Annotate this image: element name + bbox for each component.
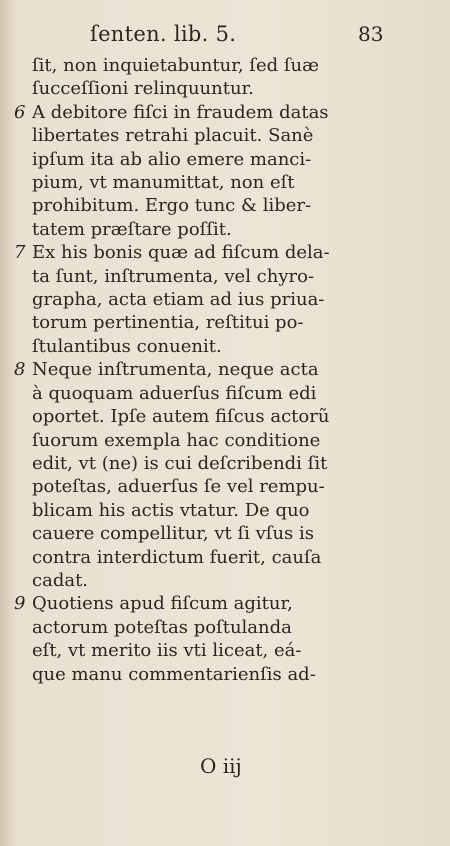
text-line: que manu commentarienſis ad- <box>32 663 316 685</box>
paragraph-number: 9 <box>14 593 26 615</box>
text-line: poteſtas, aduerſus ſe vel rempu- <box>32 476 325 498</box>
text-line: tatem præſtare poſſit. <box>32 218 232 240</box>
signature-mark: O iij <box>200 754 242 778</box>
text-line: libertates retrahi placuit. Sanè <box>32 125 314 147</box>
text-line: ipſum ita ab alio emere manci- <box>32 148 312 170</box>
paragraph-6 <box>14 101 344 241</box>
text-line: A debitore fiſci in fraudem datas <box>32 101 329 123</box>
text-line: grapha, acta etiam ad ius priua- <box>32 289 325 311</box>
text-line: pium, vt manumittat, non eſt <box>32 172 295 194</box>
running-header <box>0 22 450 54</box>
text-line: prohibitum. Ergo tunc & liber- <box>32 195 312 217</box>
paragraph-number: 7 <box>14 242 26 264</box>
paragraph-9 <box>14 592 344 686</box>
text-line: actorum poteſtas poſtulanda <box>32 616 292 638</box>
paragraph-8 <box>14 358 344 592</box>
text-line: à quoquam aduerſus fiſcum edi <box>32 382 317 404</box>
text-line: contra interdictum fuerit, cauſa <box>32 546 322 568</box>
text-body <box>14 54 344 686</box>
text-line: ſucceſſioni relinquuntur. <box>32 78 254 100</box>
paragraph-number: 6 <box>14 101 26 123</box>
text-line: cadat. <box>32 569 89 591</box>
text-line: ſit, non inquietabuntur, ſed ſuæ <box>32 55 320 76</box>
text-line: ta ſunt, inſtrumenta, vel chyro- <box>32 265 315 287</box>
text-line: torum pertinentia, reſtitui po- <box>32 312 304 334</box>
text-line: ſtulantibus conuenit. <box>32 335 222 357</box>
text-line: cauere compellitur, vt ſi vſus is <box>32 523 315 545</box>
text-line: Ex his bonis quæ ad fiſcum dela- <box>32 242 330 264</box>
page-number: 83 <box>358 22 384 46</box>
text-line: eſt, vt merito iis vti liceat, eá- <box>32 640 302 662</box>
text-line: blicam his actis vtatur. De quo <box>32 499 310 521</box>
text-line: edit, vt (ne) is cui deſcribendi ſit <box>32 452 328 474</box>
text-line: oportet. Ipſe autem fiſcus actorũ <box>32 406 330 428</box>
paragraph-continuation <box>14 54 344 101</box>
running-title: ſenten. lib. 5. <box>90 22 237 46</box>
text-line: Neque inſtrumenta, neque acta <box>32 359 319 381</box>
text-line: Quotiens apud fiſcum agitur, <box>32 593 293 615</box>
paragraph-number: 8 <box>14 359 26 381</box>
text-line: ſuorum exempla hac conditione <box>32 429 321 451</box>
paragraph-7 <box>14 241 344 358</box>
